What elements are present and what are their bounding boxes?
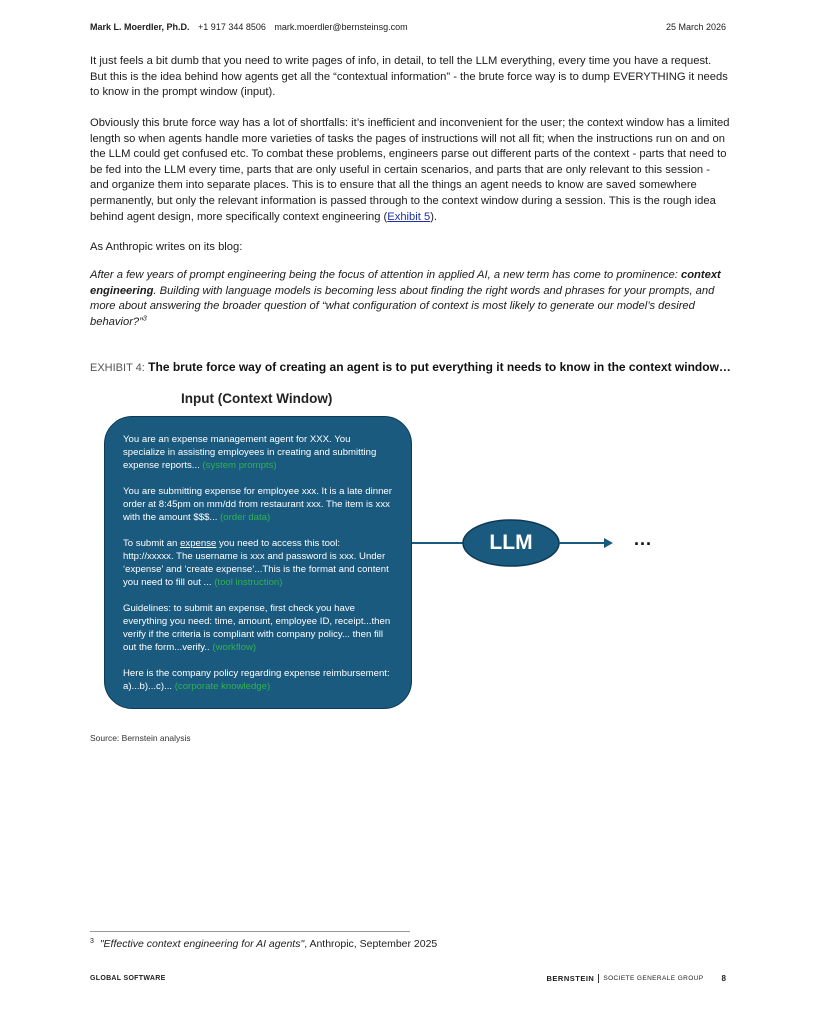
block-tag: (system prompts)	[202, 460, 277, 471]
exhibit-label: EXHIBIT 4:	[90, 362, 145, 374]
block-text: you need to access this tool: http://xxxxx. The username is xxx and password is xxx. Under ‘expense’ and ‘create expense’...This is the format and content you need to fill out ...	[123, 538, 389, 588]
context-window-box	[104, 416, 412, 709]
paragraph-3: As Anthropic writes on its blog:	[90, 241, 243, 253]
page-header	[90, 22, 726, 32]
anthropic-quote	[90, 268, 730, 330]
report-date: 25 March 2026	[665, 22, 726, 32]
exhibit-caption	[90, 360, 740, 374]
author-phone: +1 917 344 8506	[198, 22, 266, 32]
block-corporate-knowledge	[123, 667, 393, 693]
section-name: GLOBAL SOFTWARE	[90, 975, 166, 982]
block-text: You are an expense management agent for XXX. You specialize in assisting employees in creating and submitting expense reports...	[123, 434, 377, 471]
block-tag: (order data)	[220, 512, 271, 523]
block-underlined: expense	[180, 538, 217, 549]
page-footer	[90, 974, 726, 983]
paragraph-1: It just feels a bit dumb that you need to write pages of info, in detail, to tell the LLM everything, every time you have a request. But this is the idea behind how agents get all the “contextual information” - the brute force way is to dump EVERYTHING it needs to know in the prompt window (input).	[90, 55, 728, 99]
footnote-title: "Effective context engineering for AI agents"	[99, 938, 305, 950]
block-workflow	[123, 602, 393, 654]
block-tag: (tool instruction)	[214, 577, 283, 588]
source-note: Source: Bernstein analysis	[90, 733, 191, 743]
block-order-data	[123, 485, 393, 524]
exhibit-title: The brute force way of creating an agent is to put everything it needs to know in the context window…	[148, 360, 731, 374]
footnote-rest: , Anthropic, September 2025	[304, 938, 438, 950]
block-text: Here is the company policy regarding expense reimbursement: a)...b)...c)...	[123, 668, 390, 692]
author-email[interactable]: mark.moerdler@bernsteinsg.com	[274, 22, 408, 32]
brand-logo: BERNSTEIN	[546, 974, 595, 983]
author-name: Mark L. Moerdler, Ph.D.	[90, 22, 190, 32]
block-tool-instruction	[123, 537, 393, 589]
quote-bold: context engineering	[90, 269, 721, 297]
group-name: SOCIETE GENERALE GROUP	[603, 975, 704, 982]
footnote-divider	[90, 931, 410, 932]
quote-part-a: After a few years of prompt engineering being the focus of attention in applied AI, a new term has come to prominence:	[90, 269, 681, 281]
block-text: Guidelines: to submit an expense, first check you have everything you need: time, amount, employee ID, receipt...then verify if the criteria is compliant with company policy... then fill out the form...verify..	[123, 603, 391, 653]
footnote	[90, 938, 437, 950]
paragraph-2-end: ).	[430, 210, 438, 223]
block-system-prompts	[123, 433, 393, 472]
quote-part-b: . Building with language models is becoming less about finding the right words and phrases for your prompts, and more about answering the broader question of “what configuration of context is most likely to generate our model’s desired behavior?”	[90, 284, 715, 328]
block-tag: (workflow)	[212, 642, 257, 653]
ellipsis: ...	[634, 529, 653, 549]
paragraph-2-text: Obviously this brute force way has a lot of shortfalls: it’s inefficient and inconvenient for the user; the context window has a limited length so when agents handle more varieties of tasks the pages of instructions will not all fit; when the instructions run on and on the LLM could get confused etc. To combat these problems, engineers parse out different parts of the context - parts that need to be fed into the LLM every time, parts that are only useful in certain scenarios, and parts that are only relevant to this session - and organize them into separate places. This is to ensure that all the things an agent needs to know are saved somewhere permanently, but only the relevant information is passed through to the context window during a session. This is the rough idea behind agent design, more specifically context engineering (	[90, 117, 730, 223]
block-tag: (corporate knowledge)	[174, 681, 271, 692]
diagram-title: Input (Context Window)	[181, 391, 333, 406]
block-pre: To submit an	[123, 538, 181, 549]
paragraph-2	[90, 116, 730, 225]
logo-divider	[598, 974, 599, 983]
footnote-ref[interactable]: 3	[142, 315, 147, 323]
page-number: 8	[721, 974, 726, 983]
block-text: You are submitting expense for employee xxx. It is a late dinner order at 8:45pm on mm/dd from restaurant xxx. The item is xxx with the amount $$$...	[123, 486, 392, 523]
footnote-number: 3	[90, 937, 94, 945]
arrow-head-icon	[604, 538, 613, 548]
llm-label: LLM	[489, 531, 533, 554]
exhibit-5-link[interactable]: Exhibit 5	[387, 210, 431, 223]
